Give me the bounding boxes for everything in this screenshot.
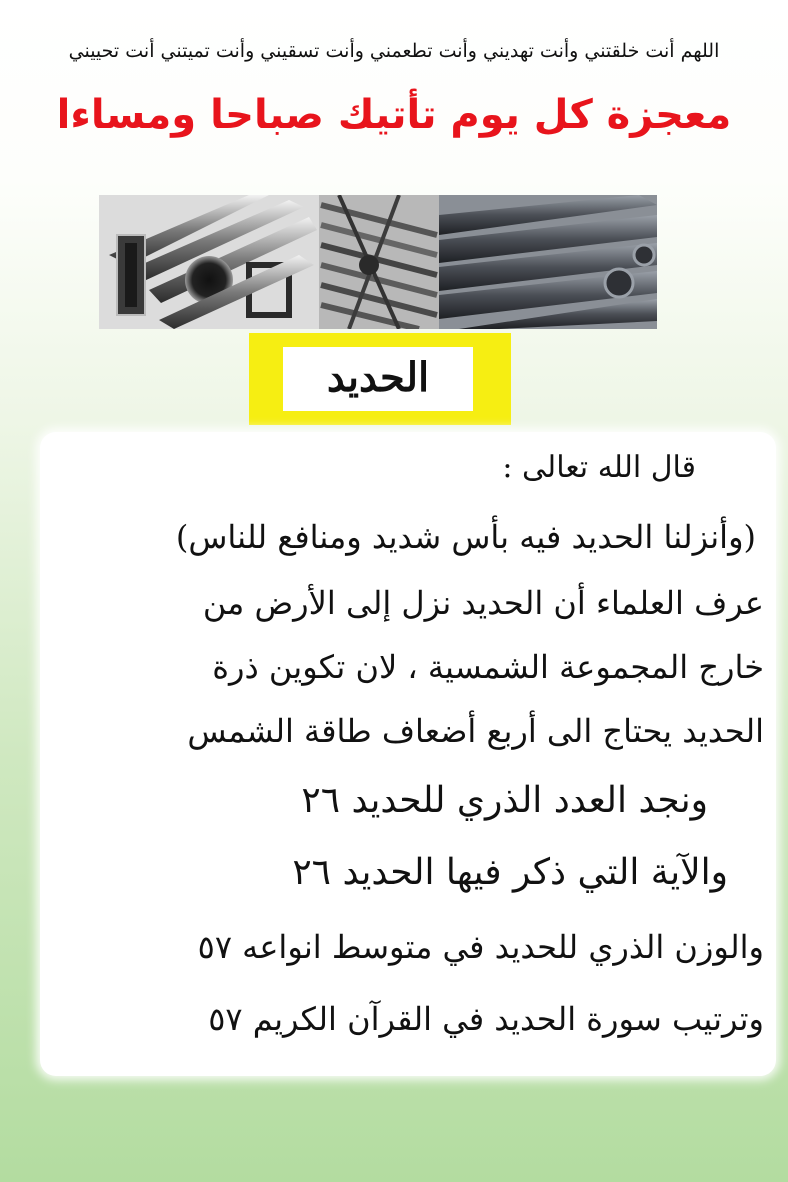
text-card — [40, 432, 776, 1076]
text-line-3: الحديد يحتاج الى أربع أضعاف طاقة الشمس — [187, 712, 764, 750]
steel-bars-image — [99, 195, 657, 329]
text-line-7: وترتيب سورة الحديد في القرآن الكريم ٥٧ — [208, 1000, 764, 1038]
title-label-box — [249, 333, 511, 425]
text-line-2: خارج المجموعة الشمسية ، لان تكوين ذرة — [212, 648, 764, 686]
dua-text: اللهم أنت خلقتني وأنت تهديني وأنت تطعمني وأنت تسقيني وأنت تميتني أنت تحييني — [68, 40, 720, 62]
headline: معجزة كل يوم تأتيك صباحا ومساءا — [56, 92, 732, 138]
text-line-6: والوزن الذري للحديد في متوسط انواعه ٥٧ — [197, 928, 764, 966]
text-line-4: ونجد العدد الذري للحديد ٢٦ — [301, 780, 708, 821]
text-line-5: والآية التي ذكر فيها الحديد ٢٦ — [292, 852, 728, 893]
steel-bars-photo — [99, 195, 657, 329]
text-line-1: عرف العلماء أن الحديد نزل إلى الأرض من — [202, 584, 764, 622]
intro-line: قال الله تعالى : — [502, 450, 696, 485]
verse-line: (وأنزلنا الحديد فيه بأس شديد ومنافع للناس) — [175, 518, 756, 556]
title-label: الحديد — [283, 347, 473, 411]
